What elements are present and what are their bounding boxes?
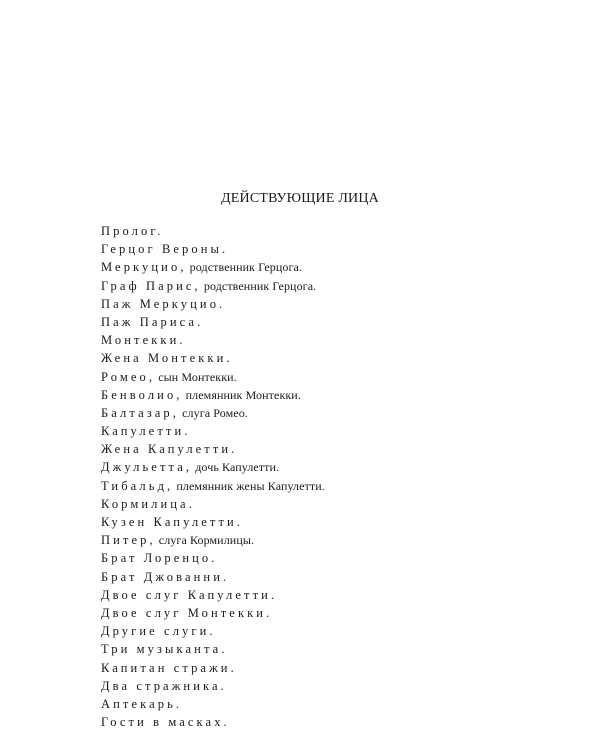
page-title: ДЕЙСТВУЮЩИЕ ЛИЦА [221, 191, 379, 206]
cast-item [101, 495, 325, 513]
character-description: слуга Кормилицы. [155, 533, 255, 548]
character-name: Меркуцио, [101, 260, 187, 275]
cast-item [101, 295, 325, 313]
cast-item [101, 422, 325, 440]
cast-item [101, 240, 325, 258]
cast-item [101, 368, 325, 386]
cast-item [101, 440, 325, 458]
character-name: Паж Париса. [101, 314, 204, 329]
cast-item [101, 604, 325, 622]
character-name: Ромео, [101, 369, 156, 384]
cast-list [101, 222, 325, 731]
cast-item [101, 549, 325, 567]
cast-item [101, 349, 325, 367]
character-name: Кузен Капулетти. [101, 515, 244, 529]
character-name: Аптекарь. [101, 696, 183, 711]
cast-item [101, 586, 325, 604]
character-name: Тибальд, [101, 478, 174, 493]
cast-item [101, 313, 325, 331]
character-description: родственник Герцога. [200, 278, 317, 293]
cast-item [101, 258, 325, 276]
character-name: Двое слуг Монтекки. [101, 605, 273, 620]
cast-item [101, 477, 325, 495]
character-name: Капитан стражи. [101, 660, 237, 675]
cast-item [101, 404, 325, 422]
character-name: Брат Лоренцо. [101, 551, 218, 566]
cast-item [101, 531, 325, 549]
cast-item [101, 277, 325, 295]
character-name: Двое слуг Капулетти. [101, 587, 278, 602]
character-description: дочь Капулетти. [192, 460, 280, 475]
character-description: сын Монтекки. [155, 369, 237, 384]
character-name: Брат Джованни. [101, 569, 230, 584]
character-name: Два стражника. [101, 678, 227, 693]
cast-item [101, 222, 325, 240]
character-name: Балтазар, [101, 405, 179, 420]
character-name: Кормилица. [101, 496, 195, 511]
cast-item [101, 713, 325, 731]
cast-item [101, 640, 325, 658]
character-name: Джульетта, [101, 460, 193, 475]
character-name: Паж Меркуцио. [101, 296, 226, 311]
cast-item [101, 458, 325, 476]
character-name: Три музыканта. [101, 642, 228, 657]
character-name: Герцог Вероны. [101, 242, 229, 257]
character-name: Капулетти. [101, 424, 191, 439]
cast-item [101, 513, 325, 531]
cast-item [101, 386, 325, 404]
character-name: Питер, [101, 533, 156, 548]
character-name: Гости в масках. [101, 715, 230, 730]
cast-item [101, 659, 325, 677]
cast-item [101, 677, 325, 695]
character-name: Граф Парис, [101, 278, 201, 293]
character-name: Другие слуги. [101, 624, 216, 639]
character-name: Пролог. [101, 224, 164, 238]
character-description: слуга Ромео. [179, 405, 248, 420]
cast-item [101, 331, 325, 349]
cast-item [101, 695, 325, 713]
character-name: Жена Капулетти. [101, 442, 238, 457]
character-description: племянник жены Капулетти. [173, 478, 325, 493]
cast-item [101, 622, 325, 640]
character-name: Монтекки. [101, 333, 186, 348]
cast-item [101, 568, 325, 586]
character-name: Жена Монтекки. [101, 351, 233, 366]
character-name: Бенволио, [101, 387, 183, 402]
character-description: племянник Монтекки. [182, 387, 301, 402]
character-description: родственник Герцога. [186, 260, 303, 275]
